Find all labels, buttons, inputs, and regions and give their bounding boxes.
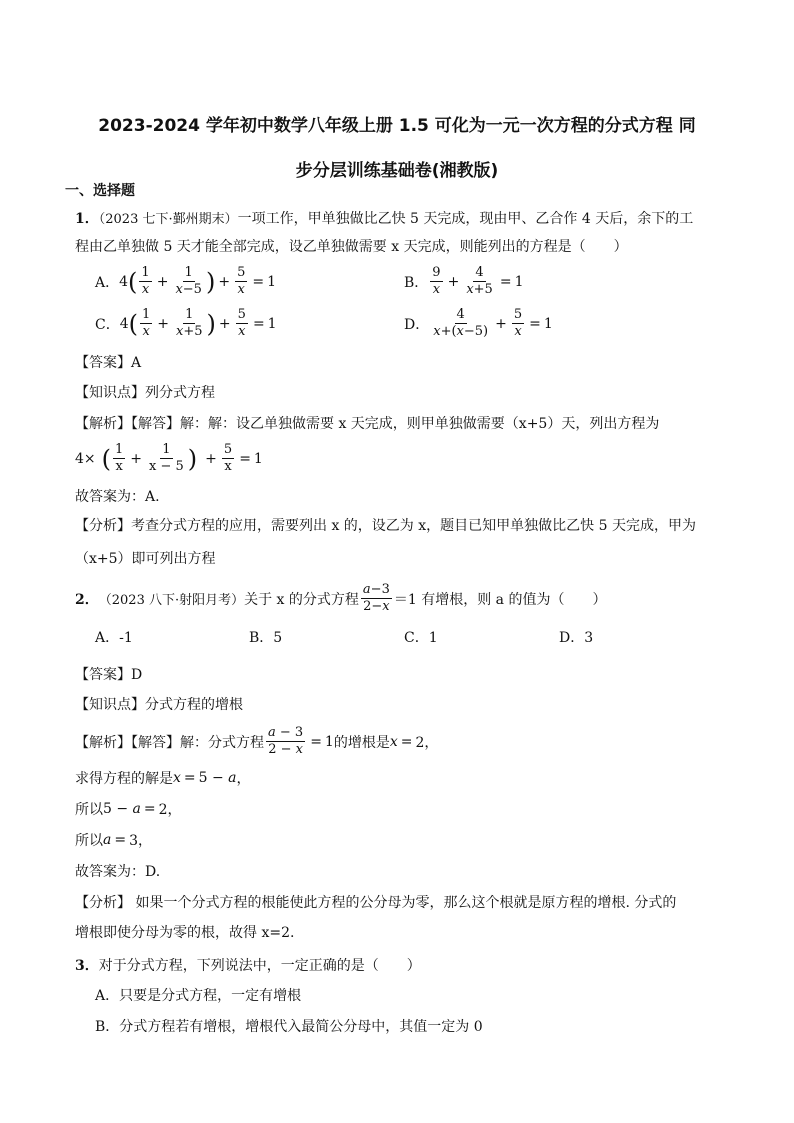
q1-option-d: [404, 308, 553, 339]
q2-source: （2023 八下·射阳月考）: [98, 593, 245, 608]
q1-conclusion: 故答案为：A.: [75, 489, 160, 505]
q1-answer: 【答案】A: [75, 355, 142, 371]
q1-number: 1．: [75, 211, 99, 227]
q2-answer: 【答案】D: [75, 667, 143, 683]
q1-stem-line-2: 程由乙单独做 5 天才能全部完成，设乙单独做需要 x 天完成，则能列出的方程是（ ）: [75, 239, 628, 255]
q2-number: 2．: [75, 591, 99, 608]
q2-conclusion: 故答案为：D.: [75, 864, 161, 880]
q2-solution-formula: x = 5 − a ，: [173, 770, 251, 787]
q2-analysis-post: 的增根是: [333, 734, 390, 751]
q2-knowledge-point: 【知识点】分式方程的增根: [75, 697, 243, 713]
q1-analysis: 【解析】【解答】解：解：设乙单独做需要 x 天完成，则甲单独做需要（x+5）天，列出方程为: [75, 416, 660, 432]
q1-equation: [75, 443, 263, 474]
q2-stem: [75, 583, 606, 614]
q1-option-c-formula: 4 ( $\frac{1}{x}$ + $\frac{1}{x+5}$ ) + $\frac{5}{x}$ = 1: [119, 307, 277, 339]
q2-stem-post: ＝1 有增根，则 a 的值为（ ）: [393, 591, 607, 608]
q2-so-pre-2: 所以: [75, 833, 103, 849]
q1-source: （2023 七下·鄞州期末）: [98, 212, 238, 227]
q2-solution-line: [75, 768, 251, 788]
q2-so-formula-2: a = 3，: [103, 832, 153, 849]
q1-option-c: [95, 308, 277, 339]
q3-stem-text: 对于分式方程，下列说法中，一定正确的是（ ）: [98, 958, 421, 974]
q2-option-a: A．-1: [95, 630, 133, 646]
q2-so-line-1: [75, 799, 182, 819]
q2-option-b: B．5: [249, 630, 283, 646]
q2-fenxi-line-1: 【分析】 如果一个分式方程的根能使此方程的公分母为零，那么这个根就是原方程的增根. 分式的: [75, 895, 677, 911]
q1-stem-line-1: [75, 209, 693, 230]
q2-so-line-2: [75, 830, 152, 850]
q2-fenxi-line-2: 增根即使分母为零的根，故得 x=2.: [75, 925, 295, 941]
document-title: [60, 104, 734, 194]
q1-option-a-label: A．: [95, 274, 120, 291]
q1-option-a-formula: 4 ( $\frac{1}{x}$ + $\frac{1}{x-5}$ ) + $\frac{5}{x}$ = 1: [119, 265, 276, 297]
q1-fenxi-line-1: 【分析】考查分式方程的应用，需要列出 x 的，设乙为 x，题目已知甲单独做比乙快 5 天完成，甲为: [75, 518, 696, 534]
q1-option-a: [95, 266, 276, 297]
q1-option-b-label: B．: [404, 274, 429, 291]
q3-option-b: B．分式方程若有增根，增根代入最简公分母中，其值一定为 0: [95, 1019, 483, 1035]
q2-analysis: [75, 726, 438, 757]
q1-fenxi-line-2: （x+5）即可列出方程: [75, 551, 216, 567]
q1-option-b: [404, 266, 523, 297]
q3-number: 3．: [75, 958, 99, 974]
q1-equation-formula: 4× ( $\frac{1}{x}$ + $\frac{1}{x - 5}$ ) + $\frac{5}{x}$ = 1: [75, 442, 263, 474]
q2-so-formula-1: 5 − a = 2，: [103, 801, 182, 818]
title-line-2: 步分层训练基础卷(湘教版): [295, 161, 499, 181]
q2-analysis-pre: 【解析】【解答】解：分式方程: [75, 734, 264, 751]
q2-stem-formula: $\frac{a-3}{2-x}$: [362, 582, 390, 614]
q2-so-pre-1: 所以: [75, 802, 103, 818]
q2-stem-pre: 关于 x 的分式方程: [244, 591, 359, 608]
q2-analysis-formula: $\frac{a - 3}{2 - x}$ = 1: [268, 725, 334, 757]
title-line-1: 2023-2024 学年初中数学八年级上册 1.5 可化为一元一次方程的分式方程 同: [98, 116, 696, 136]
q2-solution-pre: 求得方程的解是: [75, 771, 173, 787]
q1-option-b-formula: $\frac{9}{x}$ + $\frac{4}{x+5}$ = 1: [432, 265, 524, 297]
q1-text-1: 一项工作，甲单独做比乙快 5 天完成，现由甲、乙合作 4 天后，余下的工: [237, 211, 694, 227]
section-heading: 一、选择题: [65, 183, 135, 199]
q1-option-d-label: D．: [404, 316, 430, 333]
q3-stem: [75, 956, 421, 976]
q1-option-c-label: C．: [95, 316, 120, 333]
q2-option-c: C．1: [404, 630, 438, 646]
q2-root-formula: x = 2，: [389, 733, 439, 751]
q1-knowledge-point: 【知识点】列分式方程: [75, 385, 215, 401]
q1-option-d-formula: $\frac{4}{x+(x-5)}$ + $\frac{5}{x}$ = 1: [433, 307, 553, 339]
q2-option-d: D．3: [559, 630, 594, 646]
q3-option-a: A．只要是分式方程，一定有增根: [95, 988, 302, 1004]
